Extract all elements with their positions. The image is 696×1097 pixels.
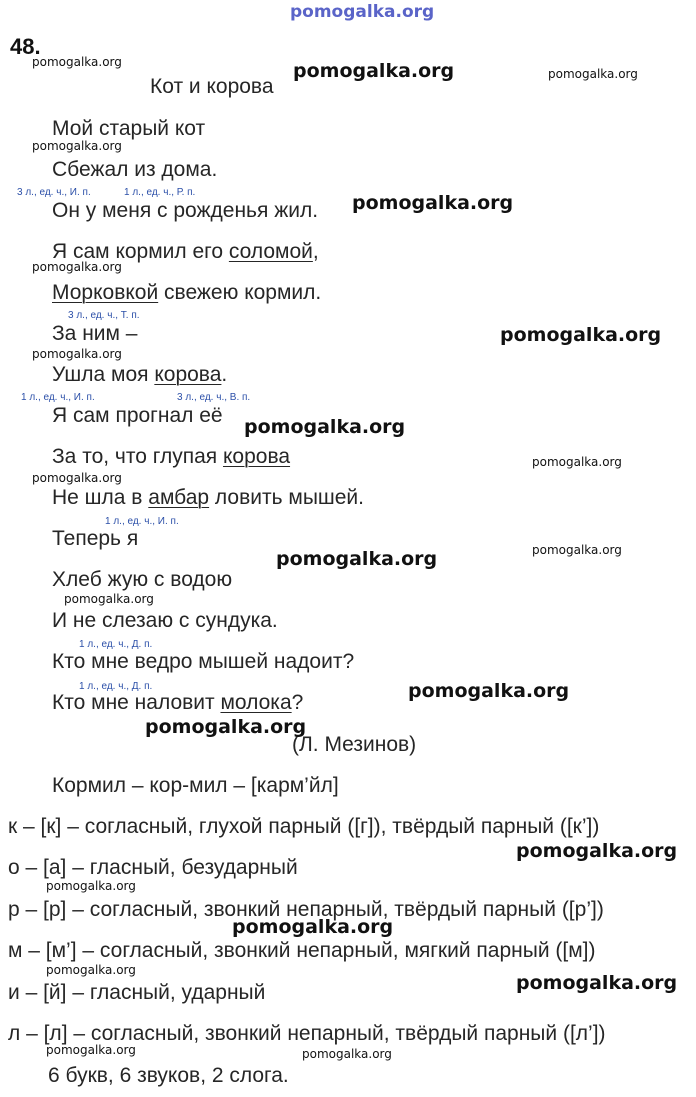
grammar-annotation: 1 л., ед. ч., И. п. — [21, 392, 95, 403]
letter-analysis: р – [р] – согласный, звонкий непарный, твёрдый парный ([р’]) — [8, 898, 604, 921]
analysis-summary: 6 букв, 6 звуков, 2 слога. — [48, 1064, 289, 1087]
watermark-small: pomogalka.org — [46, 963, 136, 977]
watermark: pomogalka.org — [276, 548, 438, 570]
poem-line: Ушла моя корова. — [52, 363, 228, 386]
poem-author: (Л. Мезинов) — [292, 733, 417, 756]
word-analysis: Кормил – кор-мил – [карм’йл] — [52, 774, 339, 797]
top-watermark: pomogalka.org — [290, 2, 435, 22]
poem-line: Не шла в амбар ловить мышей. — [52, 486, 364, 509]
letter-analysis: м – [м’] – согласный, звонкий непарный, мягкий парный ([м]) — [8, 939, 596, 962]
watermark: pomogalka.org — [516, 840, 678, 862]
watermark: pomogalka.org — [244, 416, 406, 438]
watermark-small: pomogalka.org — [46, 1043, 136, 1057]
watermark-small: pomogalka.org — [302, 1047, 392, 1061]
watermark-small: pomogalka.org — [32, 260, 122, 274]
watermark-small: pomogalka.org — [64, 592, 154, 606]
watermark-small: pomogalka.org — [548, 67, 638, 81]
poem-line: Хлеб жую с водою — [52, 568, 233, 591]
poem-line: Кто мне наловит молока? — [52, 691, 304, 714]
watermark-small: pomogalka.org — [532, 543, 622, 557]
poem-line: Я сам прогнал её — [52, 404, 223, 427]
letter-analysis: к – [к] – согласный, глухой парный ([г]), твёрдый парный ([к’]) — [8, 815, 600, 838]
watermark-small: pomogalka.org — [32, 55, 122, 69]
poem-line: Морковкой свежею кормил. — [52, 281, 322, 304]
watermark: pomogalka.org — [516, 972, 678, 994]
poem-line: Кто мне ведро мышей надоит? — [52, 650, 355, 673]
poem-line: Теперь я — [52, 527, 139, 550]
watermark: pomogalka.org — [232, 916, 394, 938]
watermark-small: pomogalka.org — [32, 139, 122, 153]
poem-line: Мой старый кот — [52, 117, 206, 140]
poem-line: Сбежал из дома. — [52, 158, 218, 181]
exercise-number: 48. — [10, 34, 41, 59]
letter-analysis: о – [а] – гласный, безударный — [8, 856, 298, 879]
poem-line: За то, что глупая корова — [52, 445, 291, 468]
watermark-small: pomogalka.org — [32, 347, 122, 361]
grammar-annotation: 3 л., ед. ч., И. п. — [17, 187, 91, 198]
watermark: pomogalka.org — [145, 716, 307, 738]
watermark: pomogalka.org — [408, 680, 570, 702]
watermark: pomogalka.org — [500, 324, 662, 346]
poem-title: Кот и корова — [150, 75, 274, 98]
grammar-annotation: 1 л., ед. ч., Д. п. — [79, 639, 153, 650]
poem-line: И не слезаю с сундука. — [52, 609, 278, 632]
watermark: pomogalka.org — [293, 60, 455, 82]
grammar-annotation: 1 л., ед. ч., Д. п. — [79, 681, 153, 692]
poem-line: За ним – — [52, 322, 138, 345]
poem-line: Он у меня с рожденья жил. — [52, 199, 319, 222]
poem-line: Я сам кормил его соломой, — [52, 240, 319, 263]
grammar-annotation: 1 л., ед. ч., Р. п. — [124, 187, 196, 198]
grammar-annotation: 3 л., ед. ч., В. п. — [177, 392, 251, 403]
letter-analysis: л – [л] – согласный, звонкий непарный, твёрдый парный ([л’]) — [8, 1022, 606, 1045]
watermark: pomogalka.org — [352, 192, 514, 214]
watermark-small: pomogalka.org — [532, 455, 622, 469]
letter-analysis: и – [й] – гласный, ударный — [8, 981, 266, 1004]
grammar-annotation: 3 л., ед. ч., Т. п. — [68, 310, 140, 321]
watermark-small: pomogalka.org — [32, 471, 122, 485]
grammar-annotation: 1 л., ед. ч., И. п. — [105, 516, 179, 527]
watermark-small: pomogalka.org — [46, 879, 136, 893]
